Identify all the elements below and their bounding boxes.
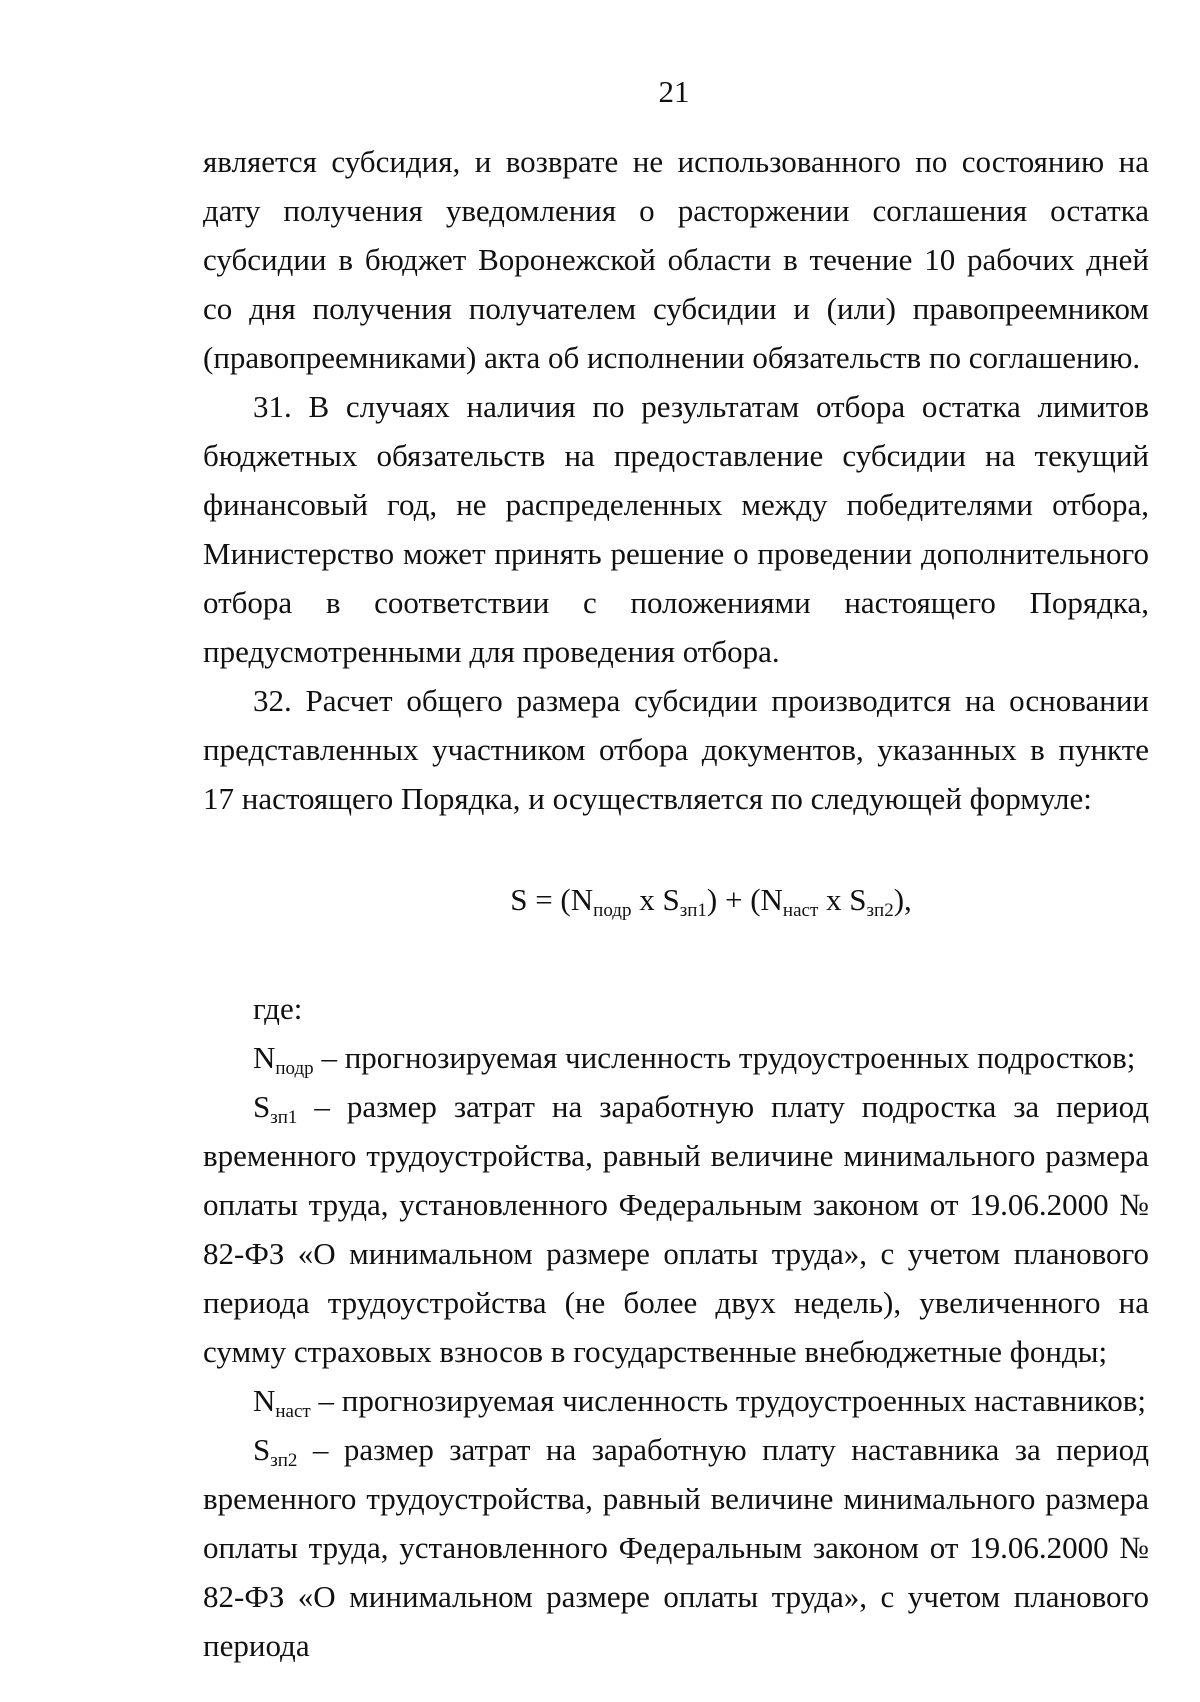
formula (203, 875, 1149, 924)
definition-subscript: зп2 (270, 1450, 298, 1471)
definition-subscript: наст (275, 1401, 311, 1422)
definition-symbol: S (253, 1432, 271, 1467)
formula-x1: x S (631, 882, 680, 917)
definition-n-podr (203, 1033, 1149, 1082)
formula-close: ), (893, 882, 912, 917)
paragraph-continuation: является субсидия, и возврате не использованного по состоянию на дату получения уведомления о расторжении соглашения остатка субсидии в бюджет Воронежской области в течение 10 рабочих дней со дня получения получателем субсидии и (или) правопреемником (правопреемниками) акта об исполнении обязательств по соглашению. (203, 144, 1149, 375)
paragraph-31: 31. В случаях наличия по результатам отбора остатка лимитов бюджетных обязательств на предоставление субсидии на текущий финансовый год, не распределенных между победителями отбора, Министерство может принять решение о проведении дополнительного отбора в соответствии с положениями настоящего Порядка, предусмотренными для проведения отбора. (203, 389, 1149, 669)
definition-text: – прогнозируемая численность трудоустроенных подростков; (313, 1040, 1136, 1075)
definition-text: – размер затрат на заработную плату наставника за период временного трудоустройства, равный величине минимального размера оплаты труда, установленного Федеральным законом от 19.06.2000 № 82-ФЗ «О минимальном размере оплаты труда», с учетом планового периода (203, 1432, 1149, 1663)
definition-symbol: N (253, 1040, 276, 1075)
formula-eq-open: = (N (527, 882, 594, 917)
formula-s: S (510, 882, 528, 917)
definition-symbol: S (253, 1089, 271, 1124)
definition-subscript: зп1 (270, 1107, 298, 1128)
formula-n2-sub: наст (782, 900, 819, 921)
formula-x2: x S (818, 882, 867, 917)
definition-s-zp1 (203, 1082, 1149, 1376)
definition-n-nast (203, 1376, 1149, 1425)
document-body (203, 137, 1149, 1670)
paragraph-32: 32. Расчет общего размера субсидии производится на основании представленных участником отбора документов, указанных в пункте 17 настоящего Порядка, и осуществляется по следующей формуле: (203, 683, 1149, 816)
definition-text: – размер затрат на заработную плату подростка за период временного трудоустройства, равный величине минимального размера оплаты труда, установленного Федеральным законом от 19.06.2000 № 82-ФЗ «О минимальном размере оплаты труда», с учетом планового периода трудоустройства (не более двух недель), увеличенного на сумму страховых взносов в государственные внебюджетные фонды; (203, 1089, 1149, 1369)
formula-mid: ) + (N (706, 882, 783, 917)
definition-subscript: подр (275, 1058, 314, 1079)
formula-s1-sub: зп1 (679, 900, 707, 921)
formula-s2-sub: зп2 (866, 900, 894, 921)
where-label: где: (253, 991, 303, 1026)
definition-s-zp2 (203, 1425, 1149, 1670)
definition-text: – прогнозируемая численность трудоустроенных наставников; (310, 1383, 1146, 1418)
definition-symbol: N (253, 1383, 276, 1418)
formula-n1-sub: подр (593, 900, 632, 921)
page-number: 21 (658, 74, 690, 109)
